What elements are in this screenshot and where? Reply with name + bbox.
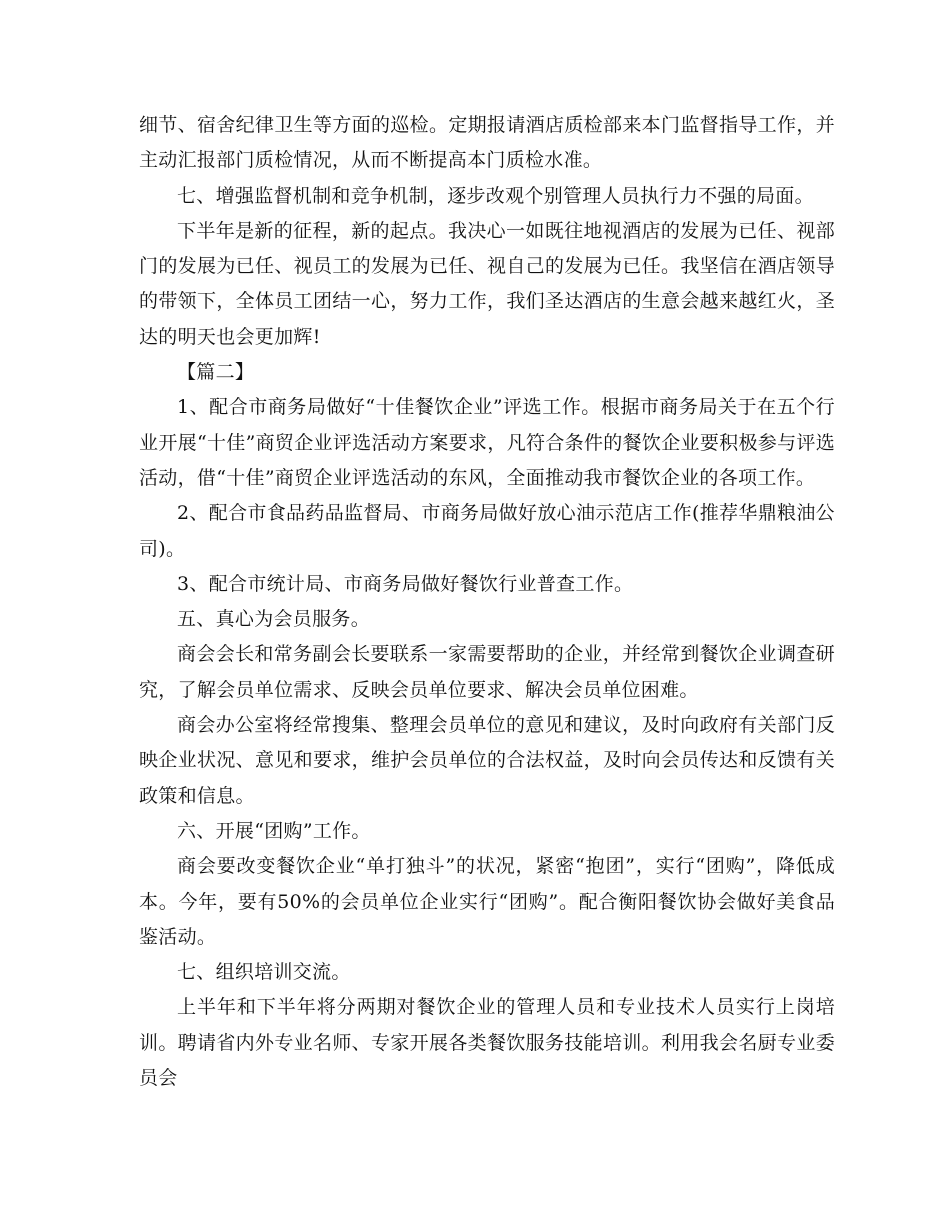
paragraph-item-1: 1、配合市商务局做好“十佳餐饮企业”评选工作。根据市商务局关于在五个行业开展“十佳”商贸企业评选活动方案要求，凡符合条件的餐饮企业要积极参与评选活动，借“十佳”商贸企业评选活动的东风，全面推动我市餐饮企业的各项工作。 xyxy=(139,396,835,489)
paragraph-member-service-2: 商会办公室将经常搜集、整理会员单位的意见和建议，及时向政府有关部门反映企业状况、意见和要求，维护会员单位的合法权益，及时向会员传达和反馈有关政策和信息。 xyxy=(139,714,835,807)
document-body xyxy=(139,108,835,1096)
section-heading-group-buying: 六、开展“团购”工作。 xyxy=(177,819,371,842)
section-heading-member-service: 五、真心为会员服务。 xyxy=(177,608,371,631)
paragraph-item-2: 2、配合市食品药品监督局、市商务局做好放心油示范店工作(推荐华鼎粮油公司)。 xyxy=(139,502,835,560)
section-heading-part-two: 【篇二】 xyxy=(177,361,255,384)
paragraph-1: 细节、宿舍纪律卫生等方面的巡检。定期报请酒店质检部来本门监督指导工作，并主动汇报部门质检情况，从而不断提高本门质检水准。 xyxy=(139,114,835,172)
paragraph-training: 上半年和下半年将分两期对餐饮企业的管理人员和专业技术人员实行上岗培训。聘请省内外专业名师、专家开展各类餐饮服务技能培训。利用我会名厨专业委员会 xyxy=(139,996,835,1090)
paragraph-2: 七、增强监督机制和竞争机制，逐步改观个别管理人员执行力不强的局面。 xyxy=(177,184,814,207)
section-heading-training: 七、组织培训交流。 xyxy=(177,961,351,984)
paragraph-group-buying: 商会要改变餐饮企业“单打独斗”的状况，紧密“抱团”，实行“团购”，降低成本。今年，要有50%的会员单位企业实行“团购”。配合衡阳餐饮协会做好美食品鉴活动。 xyxy=(139,855,835,948)
paragraph-member-service-1: 商会会长和常务副会长要联系一家需要帮助的企业，并经常到餐饮企业调查研究，了解会员单位需求、反映会员单位要求、解决会员单位困难。 xyxy=(139,643,835,701)
paragraph-3: 下半年是新的征程，新的起点。我决心一如既往地视酒店的发展为已任、视部门的发展为已任、视员工的发展为已任、视自己的发展为已任。我坚信在酒店领导的带领下，全体员工团结一心，努力工作，我们圣达酒店的生意会越来越红火，圣达的明天也会更加辉! xyxy=(139,219,835,348)
paragraph-item-3: 3、配合市统计局、市商务局做好餐饮行业普查工作。 xyxy=(177,572,634,595)
